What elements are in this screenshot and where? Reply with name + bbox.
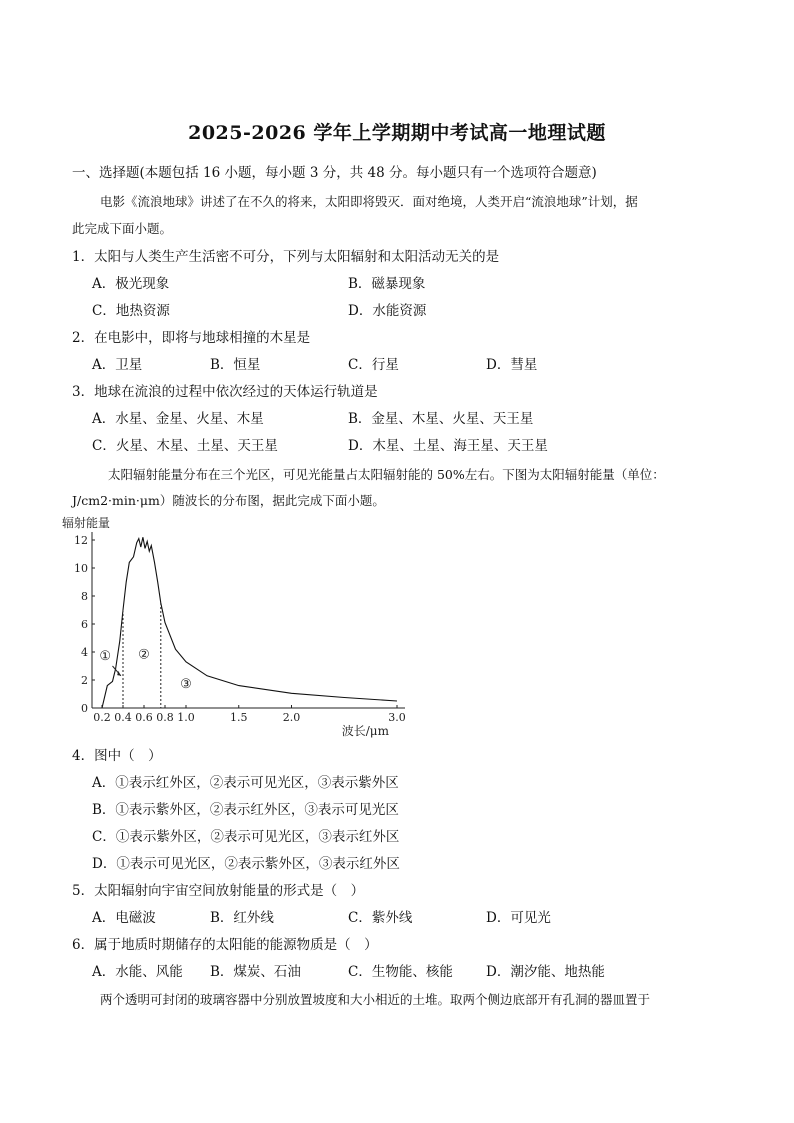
question-1-option-b[interactable]: B．磁暴现象 (348, 276, 426, 292)
question-1-option-a[interactable]: A．极光现象 (92, 276, 170, 292)
x-tick-label-5: 1.5 (230, 711, 248, 724)
question-5-option-d[interactable]: D．可见光 (486, 910, 551, 926)
question-5-option-a[interactable]: A．电磁波 (92, 910, 156, 926)
page-title: 2025-2026 学年上学期期中考试高一地理试题 (188, 122, 606, 144)
x-tick-label-6: 2.0 (282, 711, 301, 724)
question-3-stem: 3．地球在流浪的过程中依次经过的天体运行轨道是 (72, 384, 378, 400)
question-4-option-d[interactable]: D．①表示可见光区，②表示紫外区，③表示红外区 (92, 856, 400, 872)
y-axis-label: 辐射能量 (62, 516, 111, 530)
y-tick-label-2: 4 (81, 646, 88, 659)
question-3-option-b[interactable]: B．金星、木星、火星、天王星 (348, 411, 534, 427)
question-3-option-d[interactable]: D．木星、土星、海王星、天王星 (348, 438, 548, 454)
question-3-option-c[interactable]: C．火星、木星、土星、天王星 (92, 438, 278, 454)
question-1-option-c[interactable]: C．地热资源 (92, 303, 170, 319)
x-tick-label-1: 0.4 (114, 711, 132, 724)
y-tick-label-6: 12 (74, 534, 88, 547)
y-tick-label-4: 8 (81, 590, 88, 603)
question-2-option-d[interactable]: D．彗星 (486, 357, 538, 373)
question-6-option-a[interactable]: A．水能、风能 (92, 964, 183, 980)
x-axis-label: 波长/μm (341, 724, 389, 738)
question-4-option-c[interactable]: C．①表示紫外区，②表示可见光区，③表示红外区 (92, 829, 400, 845)
question-1-option-d[interactable]: D．水能资源 (348, 303, 427, 319)
question-1-stem: 1．太阳与人类生产生活密不可分，下列与太阳辐射和太阳活动无关的是 (72, 249, 500, 265)
question-4-stem: 4．图中（ ） (72, 748, 162, 764)
question-3-option-a[interactable]: A．水星、金星、火星、木星 (92, 411, 264, 427)
region-label-3: ③ (180, 676, 192, 692)
question-5-option-c[interactable]: C．紫外线 (348, 910, 413, 926)
y-tick-label-3: 6 (81, 618, 88, 631)
question-2-option-c[interactable]: C．行星 (348, 357, 399, 373)
question-2-option-a[interactable]: A．卫星 (92, 357, 143, 373)
y-tick-label-1: 2 (81, 674, 88, 687)
radiation-curve (102, 537, 397, 708)
intro-paragraph-3: 两个透明可封闭的玻璃容器中分别放置坡度和大小相近的土堆。取两个侧边底部开有孔洞的器皿置于 (100, 992, 651, 1007)
question-5-stem: 5．太阳辐射向宇宙空间放射能量的形式是（ ） (72, 883, 365, 899)
intro-paragraph-1a: 电影《流浪地球》讲述了在不久的将来，太阳即将毁灭．面对绝境，人类开启“流浪地球”计划，据 (100, 194, 638, 209)
region-label-1: ① (99, 648, 111, 664)
x-tick-label-3: 0.8 (156, 711, 174, 724)
question-6-stem: 6．属于地质时期储存的太阳能的能源物质是（ ） (72, 937, 378, 953)
question-4-option-a[interactable]: A．①表示红外区，②表示可见光区，③表示紫外区 (92, 775, 399, 791)
intro-paragraph-1b: 此完成下面小题。 (72, 221, 173, 236)
intro-paragraph-2a: 太阳辐射能量分布在三个光区，可见光能量占太阳辐射能的 50%左右。下图为太阳辐射能量（单位： (108, 467, 665, 482)
x-tick-label-2: 0.6 (135, 711, 153, 724)
section-heading: 一、选择题(本题包括 16 小题，每小题 3 分，共 48 分。每小题只有一个选项符合题意) (72, 165, 597, 181)
solar-radiation-chart (60, 512, 430, 742)
question-2-option-b[interactable]: B．恒星 (210, 357, 261, 373)
x-tick-label-7: 3.0 (388, 711, 406, 724)
intro-paragraph-2b: J/cm2·min·μm）随波长的分布图，据此完成下面小题。 (72, 493, 385, 508)
question-6-option-d[interactable]: D．潮汐能、地热能 (486, 964, 605, 980)
question-5-option-b[interactable]: B．红外线 (210, 910, 274, 926)
y-tick-label-5: 10 (74, 562, 88, 575)
y-tick-label-0: 0 (81, 702, 88, 715)
x-tick-label-0: 0.2 (93, 711, 111, 724)
question-6-option-c[interactable]: C．生物能、核能 (348, 964, 453, 980)
region-label-2: ② (138, 647, 150, 663)
x-tick-label-4: 1.0 (177, 711, 195, 724)
question-4-option-b[interactable]: B．①表示紫外区，②表示红外区，③表示可见光区 (92, 802, 399, 818)
question-6-option-b[interactable]: B．煤炭、石油 (210, 964, 301, 980)
question-2-stem: 2．在电影中，即将与地球相撞的木星是 (72, 330, 311, 346)
